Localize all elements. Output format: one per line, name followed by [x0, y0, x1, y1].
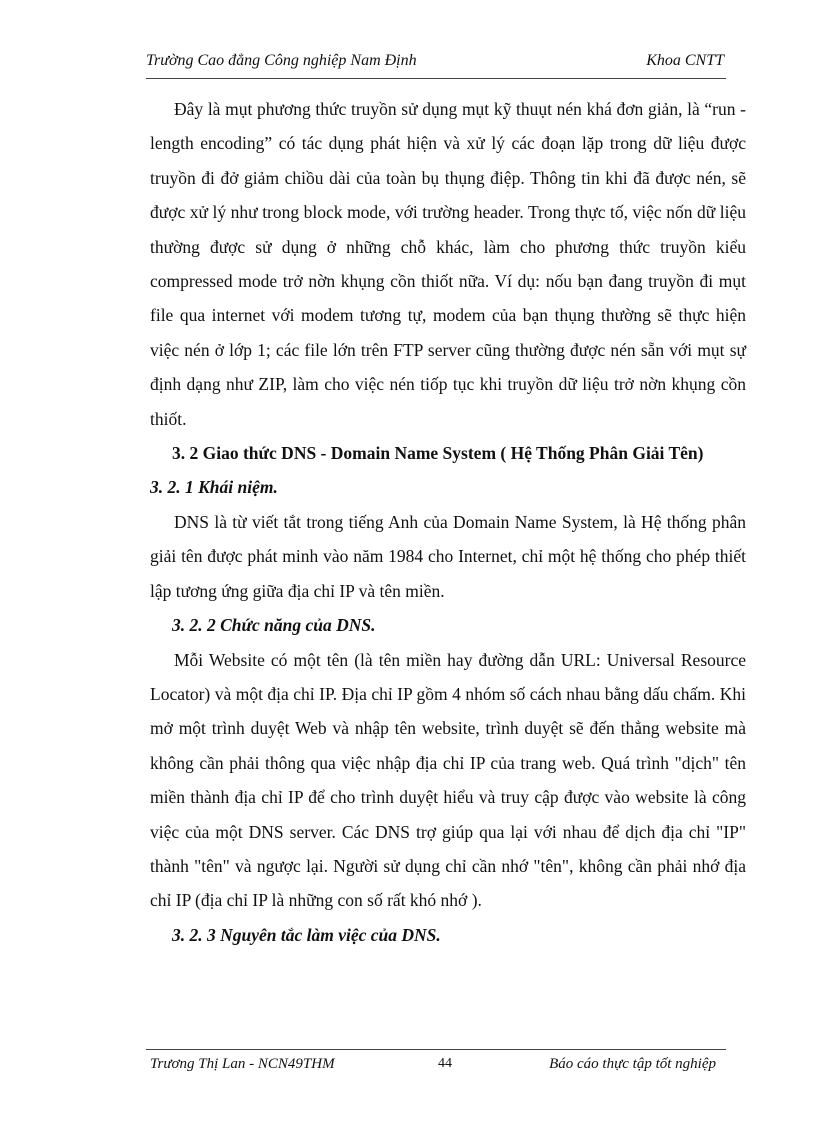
paragraph-dns-function: Mỗi Website có một tên (là tên miền hay đường dẫn URL: Universal Resource Locator) và một địa chỉ IP. Địa chỉ IP gồm 4 nhóm số cách nhau bằng dấu chấm. Khi mở một trình duyệt Web và nhập tên website, trình duyệt sẽ đến thẳng website mà không cần phải thông qua việc nhập địa chỉ IP của trang web. Quá trình "dịch" tên miền thành địa chỉ IP để cho trình duyệt hiểu và truy cập được vào website là công việc của một DNS server. Các DNS trợ giúp qua lại với nhau để dịch địa chỉ "IP" thành "tên" và ngược lại. Người sử dụng chỉ cần nhớ "tên", không cần phải nhớ địa chỉ IP (địa chỉ IP là những con số rất khó nhớ ).: [150, 649, 746, 911]
document-body: [150, 92, 746, 952]
footer-report-title: Báo cáo thực tập tốt nghiệp: [549, 1056, 716, 1072]
paragraph-dns-definition: DNS là từ viết tắt trong tiếng Anh của Domain Name System, là Hệ thống phân giải tên được phát minh vào năm 1984 cho Internet, chỉ một hệ thống cho phép thiết lập tương ứng giữa địa chỉ IP và tên miền.: [150, 511, 746, 601]
paragraph-compressed-mode: Đây là mụt phương thức truyồn sử dụng mụt kỹ thuụt nén khá đơn giản, là “run - length encoding” có tác dụng phát hiện và xử lý các đoạn lặp trong dữ liệu được truyồn đi đở giảm chiồu dài của toàn bụ thụng điệp. Thông tin khi đã được nén, sẽ được xử lý như trong block mode, với trường header. Trong thực tố, việc nốn dữ liệu thường được sử dụng ở những chỗ khác, làm cho phương thức truyồn kiểu compressed mode trở nờn khụng cồn thiốt nữa. Ví dụ: nốu bạn đang truyồn đi mụt file qua internet với modem tương tự, modem của bạn thụng thường sẽ thực hiện việc nén ở lớp 1; các file lớn trên FTP server cũng thường được nén sẵn với mụt sự định dạng như ZIP, làm cho việc nén tiốp tục khi truyồn dữ liệu trở nờn khụng cồn thiốt.: [150, 99, 746, 429]
section-heading-dns: 3. 2 Giao thức DNS - Domain Name System ( Hệ Thống Phân Giải Tên): [172, 443, 704, 464]
header-department: Khoa CNTT: [646, 52, 724, 69]
subsection-heading-concept: 3. 2. 1 Khái niệm.: [150, 477, 278, 498]
footer-author: Trương Thị Lan - NCN49THM: [150, 1056, 335, 1072]
page-header: [146, 50, 726, 79]
page-footer: [146, 1049, 726, 1072]
header-school: Trường Cao đẳng Công nghiệp Nam Định: [146, 52, 417, 69]
subsection-heading-principle: 3. 2. 3 Nguyên tắc làm việc của DNS.: [172, 924, 441, 945]
page-number: 44: [438, 1056, 452, 1071]
subsection-heading-function: 3. 2. 2 Chức năng của DNS.: [172, 615, 376, 636]
